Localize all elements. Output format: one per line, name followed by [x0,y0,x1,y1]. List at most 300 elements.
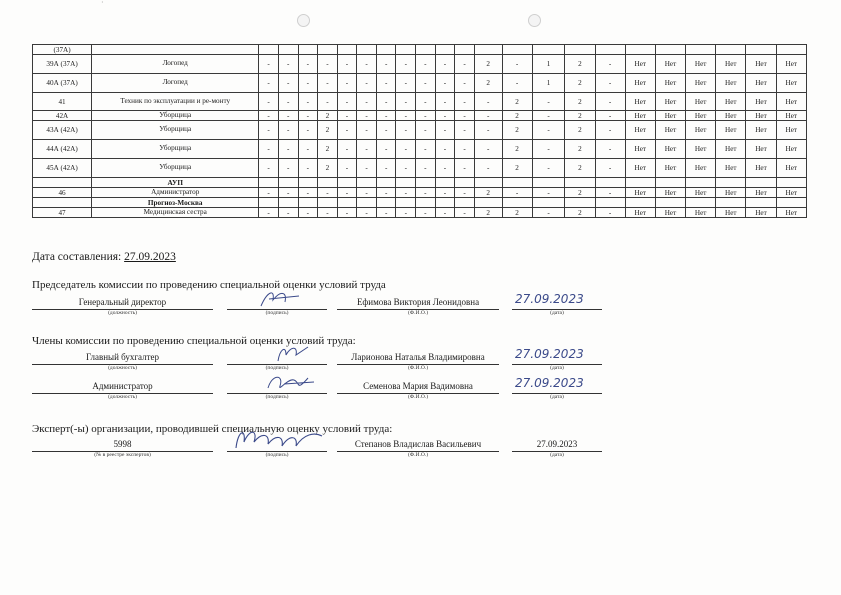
chair-heading: Председатель комиссии по проведению специальной оценки условий труда [32,279,386,291]
value-cell: Нет [655,159,685,178]
empty-cell [455,178,475,188]
value-cell: - [259,93,279,111]
value-cell: - [357,188,377,198]
caption-fio: (Ф.И.О.) [407,394,429,400]
value-cell [318,45,338,55]
value-cell: - [357,93,377,111]
value-cell: - [259,74,279,93]
value-cell [746,45,776,55]
value-cell: Нет [655,188,685,198]
value-cell: - [337,159,357,178]
value-cell: 2 [318,159,338,178]
value-cell: - [357,140,377,159]
value-cell: 2 [565,208,595,218]
empty-cell [435,198,455,208]
value-cell: - [396,55,416,74]
value-cell: Нет [746,159,776,178]
value-cell: - [298,188,318,198]
caption-date: (дата) [550,394,564,400]
empty-cell [416,178,436,188]
value-cell [278,45,298,55]
value-cell: - [376,208,396,218]
value-cell: - [455,159,475,178]
caption-fio: (Ф.И.О.) [407,452,429,458]
table-row [33,55,807,74]
chair-signature-row [32,292,612,318]
empty-cell [396,198,416,208]
empty-cell [746,198,776,208]
empty-cell [655,178,685,188]
value-cell: - [259,121,279,140]
value-cell: Нет [686,74,716,93]
value-cell [435,45,455,55]
value-cell: Нет [625,93,655,111]
value-cell: Нет [655,74,685,93]
value-cell: Нет [776,188,806,198]
empty-cell [278,198,298,208]
member-position: Администратор [32,380,213,394]
value-cell: - [435,140,455,159]
binder-hole-right [528,14,541,27]
value-cell: - [474,111,502,121]
value-cell: - [357,159,377,178]
value-cell: Нет [776,93,806,111]
caption-date: (дата) [550,452,564,458]
code-cell: 42А [33,111,92,121]
empty-cell [565,198,595,208]
value-cell: - [357,121,377,140]
section-row [33,198,807,208]
value-cell [776,45,806,55]
value-cell: Нет [686,121,716,140]
value-cell: - [337,121,357,140]
value-cell: - [376,93,396,111]
value-cell: Нет [716,93,746,111]
empty-cell [396,178,416,188]
value-cell: - [595,140,625,159]
member-date: 27.09.2023 [515,376,584,390]
value-cell: Нет [625,140,655,159]
position-cell: Уборщица [92,159,259,178]
empty-cell [595,198,625,208]
value-cell: Нет [776,74,806,93]
value-cell: - [318,74,338,93]
value-cell: Нет [655,111,685,121]
value-cell [416,45,436,55]
code-cell: 41 [33,93,92,111]
value-cell: Нет [686,188,716,198]
value-cell: - [435,111,455,121]
table-row [33,121,807,140]
value-cell: - [416,55,436,74]
value-cell: - [259,55,279,74]
member-fio: Семенова Мария Вадимовна [337,380,499,394]
value-cell [716,45,746,55]
section-title: АУП [92,178,259,188]
value-cell: - [298,55,318,74]
value-cell: 2 [565,74,595,93]
value-cell: - [532,188,565,198]
value-cell: - [259,208,279,218]
value-cell [376,45,396,55]
value-cell: - [595,55,625,74]
code-cell: 46 [33,188,92,198]
position-cell: Администратор [92,188,259,198]
value-cell: - [298,93,318,111]
position-cell: Логопед [92,74,259,93]
value-cell: - [455,208,475,218]
value-cell: - [357,111,377,121]
value-cell: - [298,111,318,121]
value-cell: - [595,74,625,93]
value-cell: - [298,208,318,218]
empty-cell [595,178,625,188]
expert-signature-row [32,438,612,460]
value-cell: 2 [502,159,532,178]
value-cell: Нет [716,140,746,159]
value-cell: 1 [532,74,565,93]
value-cell: Нет [716,55,746,74]
code-cell: 43А (42А) [33,121,92,140]
value-cell: - [595,188,625,198]
value-cell: 2 [502,208,532,218]
value-cell: - [278,208,298,218]
value-cell: - [474,140,502,159]
value-cell: - [532,111,565,121]
value-cell: - [595,93,625,111]
value-cell: - [416,74,436,93]
empty-cell [746,178,776,188]
value-cell: - [298,74,318,93]
empty-cell [318,198,338,208]
member-position: Главный бухгалтер [32,351,213,365]
value-cell: - [455,93,475,111]
value-cell: - [455,74,475,93]
caption-expert-number: (№ в реестре экспертов) [94,452,151,458]
value-cell: Нет [686,55,716,74]
value-cell: - [502,74,532,93]
value-cell: Нет [716,111,746,121]
date-line [32,251,176,263]
value-cell: Нет [655,93,685,111]
member-row-2 [32,376,612,402]
value-cell: - [455,55,475,74]
value-cell: - [259,111,279,121]
value-cell: - [357,74,377,93]
value-cell: - [435,208,455,218]
value-cell: Нет [686,93,716,111]
value-cell: Нет [776,111,806,121]
expert-fio: Степанов Владислав Васильевич [337,438,499,452]
empty-cell [298,178,318,188]
value-cell: - [396,188,416,198]
member-row-1 [32,347,612,373]
empty-cell [376,178,396,188]
value-cell: Нет [716,121,746,140]
caption-fio: (Ф.И.О.) [407,310,429,316]
empty-cell [435,178,455,188]
value-cell: - [474,159,502,178]
empty-cell [716,178,746,188]
section-title: Прогноз-Москва [92,198,259,208]
code-cell [33,178,92,188]
value-cell: - [396,93,416,111]
value-cell [396,45,416,55]
caption-position: (должность) [108,310,137,316]
value-cell: - [278,93,298,111]
value-cell: - [416,140,436,159]
empty-cell [565,178,595,188]
value-cell: Нет [776,140,806,159]
member-date: 27.09.2023 [515,347,584,361]
value-cell: - [376,159,396,178]
value-cell: - [337,208,357,218]
value-cell: - [337,188,357,198]
position-cell: Уборщица [92,121,259,140]
table-row [33,74,807,93]
chair-position: Генеральный директор [32,296,213,310]
value-cell [455,45,475,55]
value-cell: 2 [502,93,532,111]
date-value: 27.09.2023 [124,251,176,263]
table-row [33,188,807,198]
value-cell: Нет [746,188,776,198]
position-cell: Уборщица [92,111,259,121]
empty-cell [776,198,806,208]
caption-position: (должность) [108,365,137,371]
caption-signature: (подпись) [265,452,289,458]
code-cell: 44А (42А) [33,140,92,159]
empty-cell [776,178,806,188]
empty-cell [655,198,685,208]
expert-number: 5998 [32,438,213,452]
value-cell: 2 [474,74,502,93]
value-cell: Нет [655,121,685,140]
value-cell: Нет [625,159,655,178]
value-cell: Нет [746,93,776,111]
value-cell: Нет [776,159,806,178]
value-cell: - [376,111,396,121]
value-cell: Нет [746,208,776,218]
position-cell: Логопед [92,55,259,74]
value-cell: Нет [776,121,806,140]
value-cell [686,45,716,55]
value-cell: - [396,121,416,140]
value-cell: Нет [776,208,806,218]
value-cell: - [502,55,532,74]
empty-cell [716,198,746,208]
value-cell: - [376,188,396,198]
value-cell [357,45,377,55]
value-cell: - [416,159,436,178]
value-cell: - [259,188,279,198]
value-cell: - [416,188,436,198]
value-cell [595,45,625,55]
value-cell: Нет [625,208,655,218]
value-cell: - [337,74,357,93]
value-cell: Нет [716,159,746,178]
value-cell: 2 [565,121,595,140]
value-cell [474,45,502,55]
code-cell: 47 [33,208,92,218]
value-cell: - [416,111,436,121]
value-cell [337,45,357,55]
table-row [33,45,807,55]
value-cell: Нет [746,111,776,121]
empty-cell [474,198,502,208]
value-cell [298,45,318,55]
value-cell: Нет [686,111,716,121]
value-cell: - [259,140,279,159]
value-cell: - [455,121,475,140]
position-cell: Медицинская сестра [92,208,259,218]
value-cell: - [278,188,298,198]
member-signature [272,341,312,365]
value-cell [502,45,532,55]
value-cell: - [396,140,416,159]
value-cell: 2 [474,188,502,198]
value-cell: - [337,140,357,159]
empty-cell [337,178,357,188]
empty-cell [357,198,377,208]
value-cell: Нет [746,140,776,159]
value-cell: - [595,159,625,178]
value-cell: 1 [532,55,565,74]
value-cell: Нет [746,74,776,93]
value-cell: 2 [502,140,532,159]
chair-signature [257,286,302,310]
value-cell: - [435,74,455,93]
table-row [33,111,807,121]
value-cell: - [376,55,396,74]
value-cell: - [298,140,318,159]
value-cell: Нет [716,74,746,93]
empty-cell [318,178,338,188]
empty-cell [502,198,532,208]
empty-cell [376,198,396,208]
value-cell: - [278,121,298,140]
value-cell: - [278,140,298,159]
value-cell: Нет [625,188,655,198]
table-row [33,159,807,178]
position-cell [92,45,259,55]
value-cell: - [502,188,532,198]
value-cell: - [337,93,357,111]
caption-position: (должность) [108,394,137,400]
value-cell: Нет [655,208,685,218]
value-cell [625,45,655,55]
member-fio: Ларионова Наталья Владимировна [337,351,499,365]
assessment-table [32,44,807,218]
value-cell: - [595,111,625,121]
value-cell: 2 [565,188,595,198]
empty-cell [278,178,298,188]
value-cell: - [357,55,377,74]
value-cell: - [318,208,338,218]
value-cell: 2 [502,121,532,140]
value-cell: - [337,111,357,121]
value-cell: - [259,159,279,178]
value-cell: - [416,208,436,218]
empty-cell [298,198,318,208]
code-cell: (37А) [33,45,92,55]
value-cell: 2 [502,111,532,121]
value-cell: 2 [565,111,595,121]
value-cell: - [318,55,338,74]
caption-fio: (Ф.И.О.) [407,365,429,371]
value-cell: 2 [565,159,595,178]
empty-cell [686,198,716,208]
value-cell [259,45,279,55]
value-cell: Нет [776,55,806,74]
value-cell: Нет [625,74,655,93]
value-cell: - [376,74,396,93]
value-cell: Нет [746,55,776,74]
value-cell: Нет [686,159,716,178]
value-cell: 2 [565,55,595,74]
table-row [33,208,807,218]
member-signature [264,370,319,396]
value-cell: - [376,121,396,140]
value-cell: - [337,55,357,74]
position-cell: Техник по эксплуатации и ре-монту [92,93,259,111]
value-cell: - [532,208,565,218]
caption-date: (дата) [550,310,564,316]
value-cell: - [278,111,298,121]
table-row [33,140,807,159]
value-cell: - [435,121,455,140]
value-cell: Нет [625,121,655,140]
code-cell: 40А (37А) [33,74,92,93]
value-cell: - [435,188,455,198]
value-cell: - [474,93,502,111]
value-cell: 2 [565,93,595,111]
value-cell: - [396,208,416,218]
value-cell: 2 [318,111,338,121]
empty-cell [474,178,502,188]
value-cell: 2 [474,55,502,74]
value-cell: Нет [686,208,716,218]
value-cell: - [435,93,455,111]
value-cell: - [278,159,298,178]
value-cell: Нет [716,208,746,218]
value-cell: - [396,159,416,178]
section-row [33,178,807,188]
empty-cell [357,178,377,188]
caption-signature: (подпись) [265,365,289,371]
value-cell: 2 [318,140,338,159]
value-cell: - [435,55,455,74]
value-cell: Нет [686,140,716,159]
value-cell: 2 [565,140,595,159]
value-cell: - [318,93,338,111]
value-cell: 2 [474,208,502,218]
value-cell [565,45,595,55]
caption-date: (дата) [550,365,564,371]
binder-hole-left [297,14,310,27]
corner-mark: · [101,0,104,7]
value-cell: - [278,55,298,74]
empty-cell [625,198,655,208]
empty-cell [686,178,716,188]
value-cell: - [595,208,625,218]
value-cell: Нет [625,111,655,121]
caption-signature: (подпись) [265,310,289,316]
value-cell: - [298,121,318,140]
value-cell: - [455,111,475,121]
chair-date: 27.09.2023 [515,292,584,306]
value-cell: - [396,74,416,93]
